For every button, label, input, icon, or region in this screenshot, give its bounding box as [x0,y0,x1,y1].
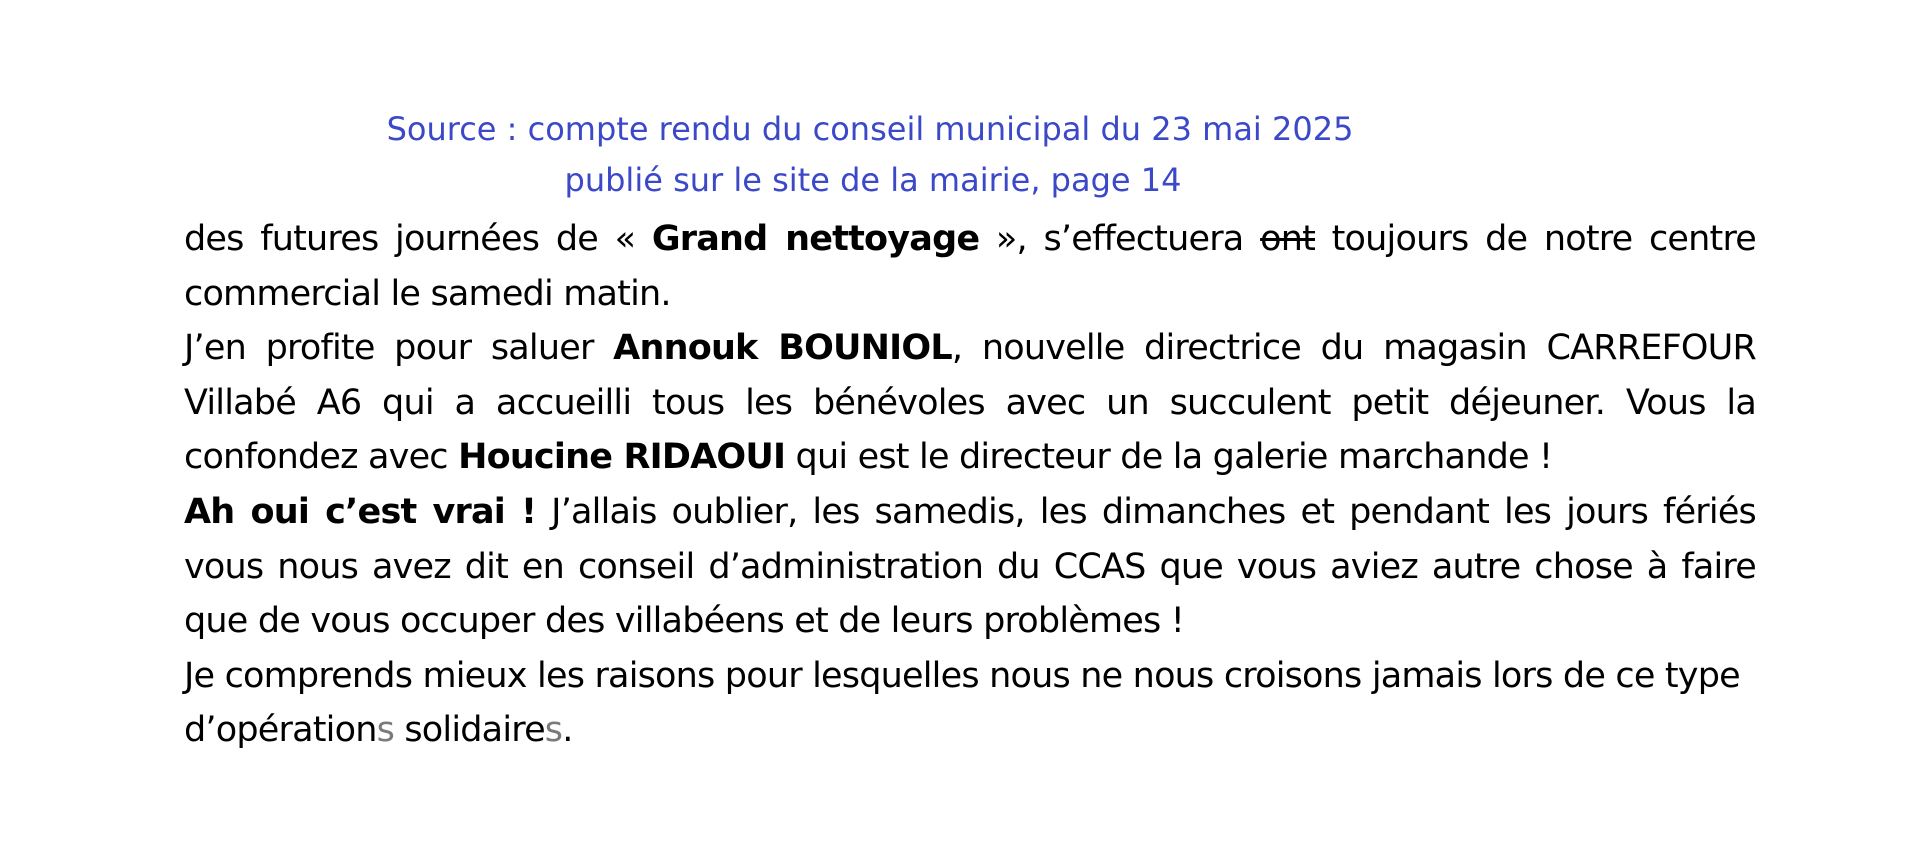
p2-bold-name-1: Annouk BOUNIOL [613,328,952,369]
p1-bold-grand-nettoyage: Grand nettoyage [651,219,980,259]
paragraph-1 [184,212,1756,321]
p1-text-mid: », s’effectuera [979,219,1261,259]
p2-text-mid: , nouvelle directrice du magasin CARREFOUR Villabé A6 qui a accueilli tous les bénévoles avec un succulent petit déjeuner. Vous la confondez avec [184,328,1757,478]
p1-text-post: toujours de notre centre commercial le samedi matin. [184,219,1757,314]
p4-text-mid: solidaire [394,710,545,751]
p4-grey-letter-1: s [376,710,395,751]
p4-text-post: . [562,710,573,751]
p2-text-post: qui est le directeur de la galerie marchande ! [785,437,1553,478]
paragraph-2 [184,321,1756,485]
document-body [184,212,1756,758]
paragraph-3 [184,485,1756,649]
source-line-2: publié sur le site de la mairie, page 14 [564,161,1182,199]
p4-grey-letter-2: s [544,710,563,751]
p2-text-pre: J’en profite pour saluer [184,328,614,369]
p3-text-post: J’allais oublier, les samedis, les dimanches et pendant les jours fériés vous nous avez dit en conseil d’administration du CCAS que vous aviez autre chose à faire que de vous occuper des villabéens et de leurs problèmes ! [184,491,1756,642]
p1-struck-word: ont [1260,219,1315,259]
p2-bold-name-2: Houcine RIDAOUI [458,437,786,478]
source-line-1: Source : compte rendu du conseil municipal du 23 mai 2025 [386,110,1354,148]
source-caption [0,104,1740,206]
p1-text-pre: des futures journées de « [184,219,652,259]
p3-bold-exclamation: Ah oui c’est vrai ! [184,491,537,532]
p4-text-pre: Je comprends mieux les raisons pour lesquelles nous ne nous croisons jamais lors de ce type d’opération [184,655,1740,751]
paragraph-4 [184,649,1756,758]
